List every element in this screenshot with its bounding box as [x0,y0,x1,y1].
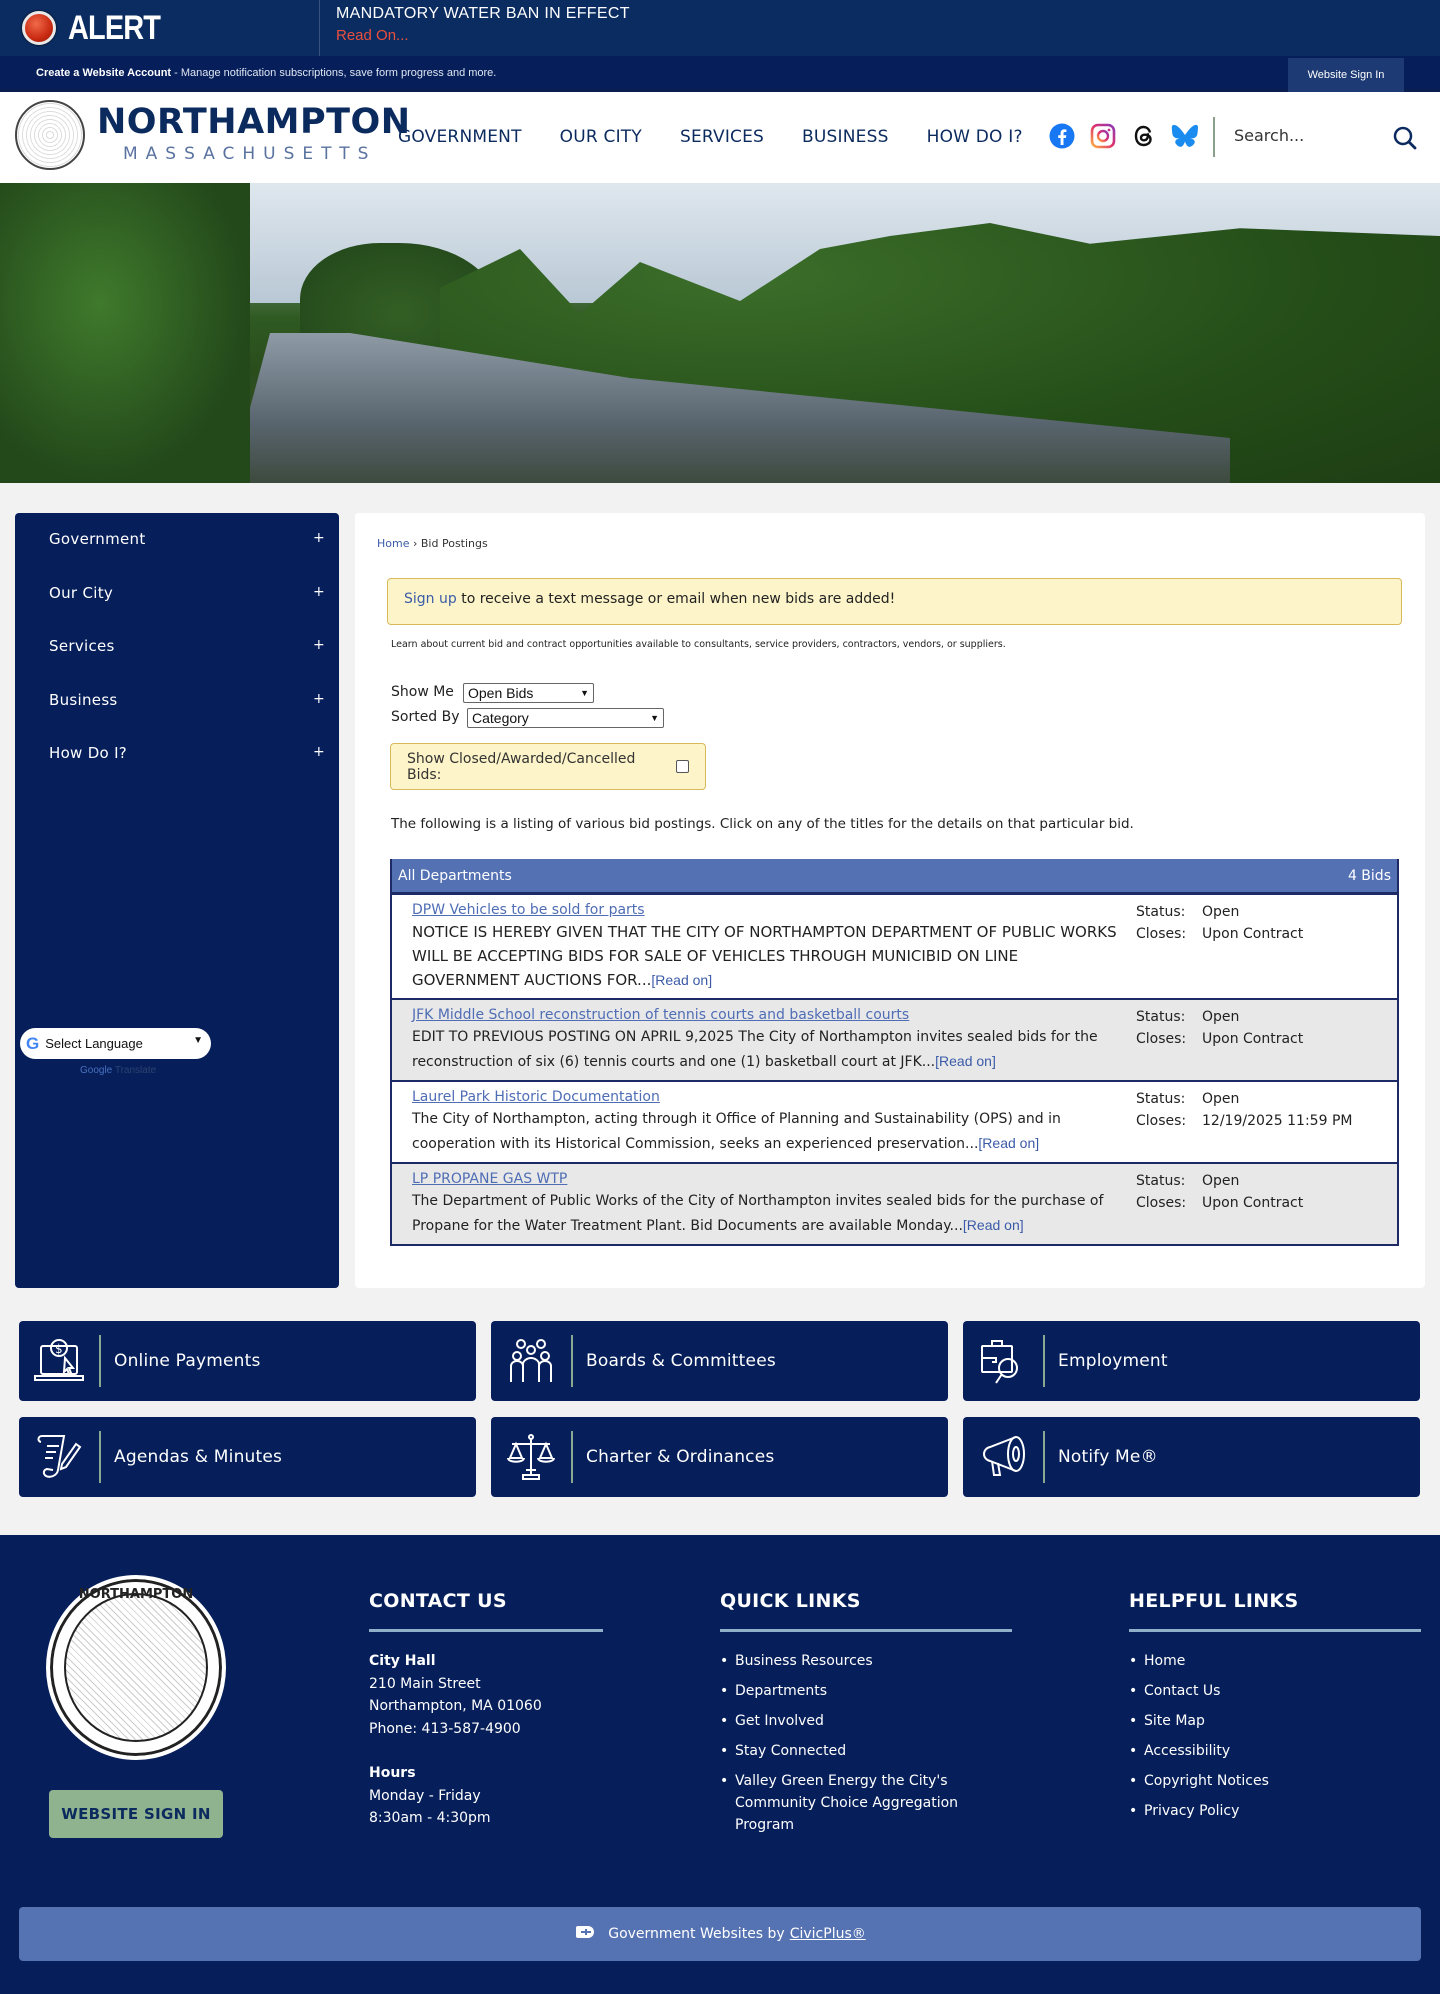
sidebar-item-label: How Do I? [49,744,128,762]
bid-status: Open [1202,904,1240,920]
show-me-select[interactable]: Open Bids ▼ [463,683,594,703]
table-row [392,1000,1397,1082]
facebook-icon[interactable] [1048,122,1076,150]
sidebar-item-business[interactable] [49,691,325,709]
contact-heading: CONTACT US [369,1590,507,1612]
sidebar-item-label: Business [49,691,118,709]
show-closed-label: Show Closed/Awarded/Cancelled Bids: [407,750,636,783]
tile-label: Online Payments [114,1351,261,1371]
nav-services[interactable]: SERVICES [679,127,765,147]
expand-plus-icon[interactable]: + [312,691,325,707]
civicplus-link[interactable]: CivicPlus® [789,1926,866,1942]
sidebar-item-how-do-i[interactable] [49,744,325,762]
breadcrumb: Home › Bid Postings [377,537,488,550]
expand-plus-icon[interactable]: + [312,637,325,653]
footer-quick-links [720,1590,1012,1844]
language-select-label: Select Language [45,1036,143,1051]
table-row [392,1082,1397,1164]
quick-links-heading: QUICK LINKS [720,1590,861,1612]
city-seal-footer [46,1575,226,1760]
sidebar-item-label: Government [49,530,146,548]
logo-title[interactable]: NORTHAMPTON [97,102,411,142]
sidebar-item-label: Our City [49,584,114,602]
language-select[interactable] [20,1028,211,1059]
tile-label: Boards & Committees [586,1351,776,1371]
chevron-down-icon: ▼ [650,713,659,723]
tile-label: Agendas & Minutes [114,1447,283,1467]
signup-notice: Sign up to receive a text message or email when new bids are added! [387,578,1402,625]
alert-message [320,0,646,56]
contact-address1: 210 Main Street [369,1675,481,1692]
quick-link-stay-connected[interactable]: • Stay Connected [720,1740,1012,1762]
tile-employment[interactable] [963,1321,1420,1401]
nav-our-city[interactable]: OUR CITY [559,127,642,147]
scales-icon [491,1417,571,1497]
quick-link-business-resources[interactable]: • Business Resources [720,1650,1012,1672]
alert-read-on-link[interactable]: Read On... [336,27,409,44]
helpful-link-contact-us[interactable]: • Contact Us [1129,1680,1421,1702]
google-translate-attribution: Google Translate [80,1065,157,1076]
footer-contact-us [369,1590,603,1830]
breadcrumb-home-link[interactable]: Home [377,537,410,550]
quick-links-list [720,1650,1012,1836]
document-pen-icon [19,1417,99,1497]
tile-boards-committees[interactable] [491,1321,948,1401]
quick-link-departments[interactable]: • Departments [720,1680,1012,1702]
tile-label: Employment [1058,1351,1168,1371]
tile-online-payments[interactable] [19,1321,476,1401]
search-icon[interactable] [1392,125,1418,155]
bluesky-icon[interactable] [1171,122,1199,150]
read-on-link[interactable]: [Read on] [935,1053,996,1069]
main-nav [398,127,1061,147]
sorted-by-label: Sorted By [391,709,460,725]
bid-status: Open [1202,1091,1240,1107]
bid-closes: Upon Contract [1202,1031,1304,1047]
helpful-link-privacy-policy[interactable]: • Privacy Policy [1129,1800,1421,1822]
expand-plus-icon[interactable]: + [312,530,325,546]
bid-status: Open [1202,1009,1240,1025]
hours-days: Monday - Friday [369,1787,481,1804]
helpful-links-heading: HELPFUL LINKS [1129,1590,1299,1612]
tile-charter-ordinances[interactable] [491,1417,948,1497]
helpful-links-list [1129,1650,1421,1822]
footer-helpful-links [1129,1590,1421,1830]
bid-meta: Status: Open Closes: 12/19/2025 11:59 PM [1136,1091,1353,1129]
city-seal-logo[interactable] [15,100,85,170]
account-bar-description: - Manage notification subscriptions, save form progress and more. [171,67,497,79]
alert-label: ALERT [68,8,161,47]
sidebar-item-government[interactable] [49,530,325,548]
hero-river-image [0,183,1440,483]
header-divider [1213,117,1215,157]
megaphone-icon [963,1417,1043,1497]
seal-text: NORTHAMPTON [78,1587,194,1602]
contact-phone[interactable]: Phone: 413-587-4900 [369,1720,521,1737]
bid-status: Open [1202,1173,1240,1189]
show-closed-checkbox[interactable] [676,760,689,773]
online-payment-icon [19,1321,99,1401]
hours-time: 8:30am - 4:30pm [369,1810,491,1826]
alert-title[interactable]: MANDATORY WATER BAN IN EFFECT [336,5,630,22]
hero-trees-left [0,183,250,483]
breadcrumb-current: Bid Postings [420,537,488,550]
intro-text: Learn about current bid and contract opportunities available to consultants, service providers, contractors, vendors, or suppliers. [391,639,1006,650]
bid-title-link[interactable]: DPW Vehicles to be sold for parts [412,902,645,918]
hours-heading: Hours [369,1765,416,1781]
civicplus-logo-icon [574,1924,598,1944]
website-sign-in-button[interactable]: Website Sign In [1288,58,1404,92]
logo-subtitle: MASSACHUSETTS [123,144,377,164]
instagram-icon[interactable] [1089,122,1117,150]
bid-description: The Department of Public Works of the City of Northampton invites sealed bids for the purchase of Propane for the Water Treatment Plant. Bid Documents are available Monday...[Read on] [412,1193,1104,1234]
department-heading: All Departments [398,867,512,884]
chevron-down-icon: ▼ [193,1035,203,1046]
sidebar-item-our-city[interactable] [49,584,325,602]
expand-plus-icon[interactable]: + [312,744,325,760]
alert-bar [0,0,1440,56]
show-closed-bids-toggle [390,743,706,790]
create-account-link[interactable]: Create a Website Account [36,67,172,79]
threads-icon[interactable] [1130,122,1158,150]
signup-link[interactable]: Sign up [404,591,457,607]
bid-description: NOTICE IS HEREBY GIVEN THAT THE CITY OF NORTHAMPTON DEPARTMENT OF PUBLIC WORKS WILL BE ACCEPTING BIDS FOR SALE OF VEHICLES THROUGH MUNICIBID ON LINE GOVERNMENT AUCTIONS FOR...[Read on] [412,923,1117,989]
main-content [355,513,1425,1288]
footer-website-sign-in-button[interactable]: WEBSITE SIGN IN [49,1790,223,1838]
bids-table [390,859,1399,1246]
alert-dot-icon [22,11,56,45]
bid-description: The City of Northampton, acting through it Office of Planning and Sustainability (OPS) and in cooperation with its Historical Commission, seeks an experienced preservation...[Read on] [412,1111,1061,1152]
nav-how-do-i[interactable]: HOW DO I? [926,127,1023,147]
read-on-link[interactable]: [Read on] [651,972,713,988]
helpful-link-accessibility[interactable]: • Accessibility [1129,1740,1421,1762]
sidebar-item-label: Services [49,637,115,655]
sorted-by-select[interactable]: Category ▼ [467,708,664,728]
briefcase-search-icon [963,1321,1043,1401]
svg-text:$: $ [55,1342,63,1356]
bid-meta: Status: Open Closes: Upon Contract [1136,1009,1304,1047]
contact-address2: Northampton, MA 01060 [369,1698,542,1714]
nav-government[interactable]: GOVERNMENT [398,127,522,147]
bid-description: EDIT TO PREVIOUS POSTING ON APRIL 9,2025 The City of Northampton invites sealed bids for the reconstruction of six (6) tennis courts and one (1) basketball court at JFK...[Read on] [412,1029,1098,1070]
show-me-label: Show Me [391,684,454,700]
social-links [1048,122,1199,150]
tile-label: Charter & Ordinances [586,1447,775,1467]
bid-meta: Status: Open Closes: Upon Contract [1136,1173,1304,1211]
helpful-link-copyright-notices[interactable]: • Copyright Notices [1129,1770,1421,1792]
sidebar-nav [15,513,339,1288]
nav-business[interactable]: BUSINESS [802,127,889,147]
contact-name: City Hall [369,1653,436,1669]
bid-meta: Status: Open Closes: Upon Contract [1136,904,1304,942]
bid-title-link[interactable]: JFK Middle School reconstruction of tennis courts and basketball courts [412,1007,910,1023]
bid-closes: Upon Contract [1202,926,1304,942]
bid-title-link[interactable]: LP PROPANE GAS WTP [412,1171,568,1187]
table-row [392,1164,1397,1244]
quick-link-get-involved[interactable]: • Get Involved [720,1710,1012,1732]
search-input[interactable]: Search... [1234,126,1305,145]
read-on-link[interactable]: [Read on] [978,1135,1040,1151]
google-g-icon: G [26,1033,40,1053]
bid-title-link[interactable]: Laurel Park Historic Documentation [412,1089,660,1105]
chevron-down-icon: ▼ [580,688,589,698]
table-row [392,895,1397,1000]
account-bar [0,56,1440,92]
tile-agendas-minutes[interactable] [19,1417,476,1497]
tile-notify-me[interactable] [963,1417,1420,1497]
powered-by-bar [19,1907,1421,1961]
sidebar-item-services[interactable] [49,637,325,655]
listing-intro: The following is a listing of various bid postings. Click on any of the titles for the details on that particular bid. [391,816,1134,832]
tile-label: Notify Me® [1058,1447,1158,1467]
alert-label-area [0,0,320,56]
site-header [0,92,1440,183]
bid-closes: 12/19/2025 11:59 PM [1202,1113,1353,1129]
expand-plus-icon[interactable]: + [312,584,325,600]
read-on-link[interactable]: [Read on] [962,1217,1024,1233]
bid-closes: Upon Contract [1202,1195,1304,1211]
powered-by-text: Government Websites by [608,1926,785,1942]
helpful-link-site-map[interactable]: • Site Map [1129,1710,1421,1732]
quick-link-valley-green-energy[interactable]: • Valley Green Energy the City's Community Choice Aggregation Program [720,1770,960,1836]
account-bar-text [36,67,496,79]
bid-count: 4 Bids [1347,867,1391,884]
table-header [392,859,1397,895]
people-group-icon [491,1321,571,1401]
helpful-link-home[interactable]: • Home [1129,1650,1421,1672]
